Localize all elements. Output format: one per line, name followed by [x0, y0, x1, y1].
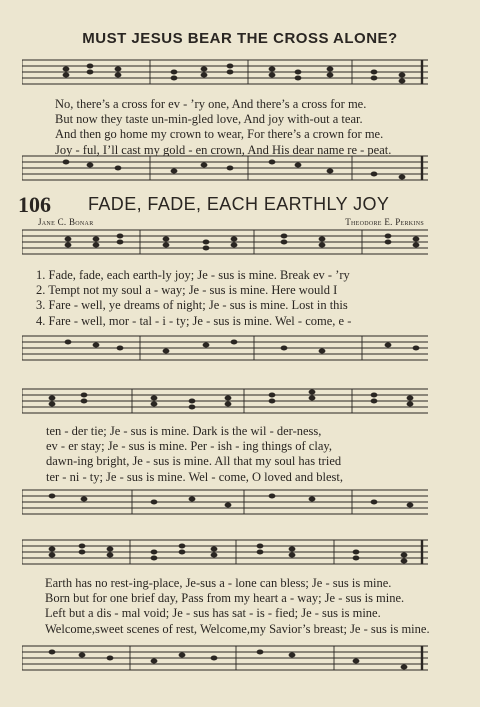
staff-3-treble: [22, 534, 428, 570]
previous-verse-2: But now they taste un-min-gled love, And joy with-out a tear.: [55, 112, 363, 127]
previous-hymn-verses: [55, 97, 391, 158]
verse-4-line-1: 4. Fare - well, mor - tal - i - ty; Je - sus is mine. Wel - come, e -: [36, 313, 352, 328]
verse-3-line-2: dawn-ing bright, Je - sus is mine. All that my soul has tried: [46, 454, 342, 469]
verse-1-line-1: 1. Fade, fade, each earth-ly joy; Je - sus is mine. Break ev - ’ry: [36, 268, 350, 282]
verse-4-line-3: Welcome,sweet scenes of rest, Welcome,my Savior’s breast; Je - sus is mine.: [45, 621, 430, 636]
staff-1-treble: [22, 224, 428, 260]
verse-1-line-2: ten - der tie; Je - sus is mine. Dark is the wil - der-ness,: [46, 424, 322, 438]
lyricist-credit: Jane C. Bonar: [38, 217, 94, 227]
previous-hymn-title: MUST JESUS BEAR THE CROSS ALONE?: [82, 30, 398, 47]
verse-3-line-1: 3. Fare - well, ye dreams of night; Je - sus is mine. Lost in this: [36, 298, 348, 313]
hymn-number: 106: [18, 192, 51, 217]
staff-1-bass: [22, 330, 428, 366]
hymn-title: FADE, FADE, EACH EARTHLY JOY: [88, 194, 390, 214]
previous-verse-3: And then go home my crown to wear, For there’s a crown for me.: [55, 127, 384, 142]
verses-system-1: [36, 268, 351, 329]
staff-prev-treble: [22, 54, 428, 90]
verses-system-2: [46, 424, 343, 485]
verse-4-line-2: ter - ni - ty; Je - sus is mine. Wel - come, O loved and blest,: [46, 469, 343, 484]
previous-verse-4: Joy - ful, I’ll cast my gold - en crown, And His dear name re - peat.: [55, 142, 392, 157]
verse-3-line-3: Left but a dis - mal void; Je - sus has sat - is - fied; Je - sus is mine.: [45, 606, 381, 621]
staff-prev-bass: [22, 150, 428, 186]
composer-credit: Theodore E. Perkins: [345, 217, 424, 227]
staff-3-bass: [22, 640, 428, 676]
verse-1-line-3: Earth has no rest-ing-place, Je-sus a - lone can bless; Je - sus is mine.: [45, 576, 392, 590]
verse-2-line-2: ev - er stay; Je - sus is mine. Per - ish - ing things of clay,: [46, 439, 332, 454]
verse-2-line-1: 2. Tempt not my soul a - way; Je - sus is mine. Here would I: [36, 283, 338, 298]
verses-system-3: [45, 576, 430, 637]
staff-2-bass: [22, 484, 428, 520]
previous-verse-1: No, there’s a cross for ev - ’ry one, And there’s a cross for me.: [55, 97, 367, 111]
staff-2-treble: [22, 383, 428, 419]
verse-2-line-3: Born but for one brief day, Pass from my heart a - way; Je - sus is mine.: [45, 591, 405, 606]
